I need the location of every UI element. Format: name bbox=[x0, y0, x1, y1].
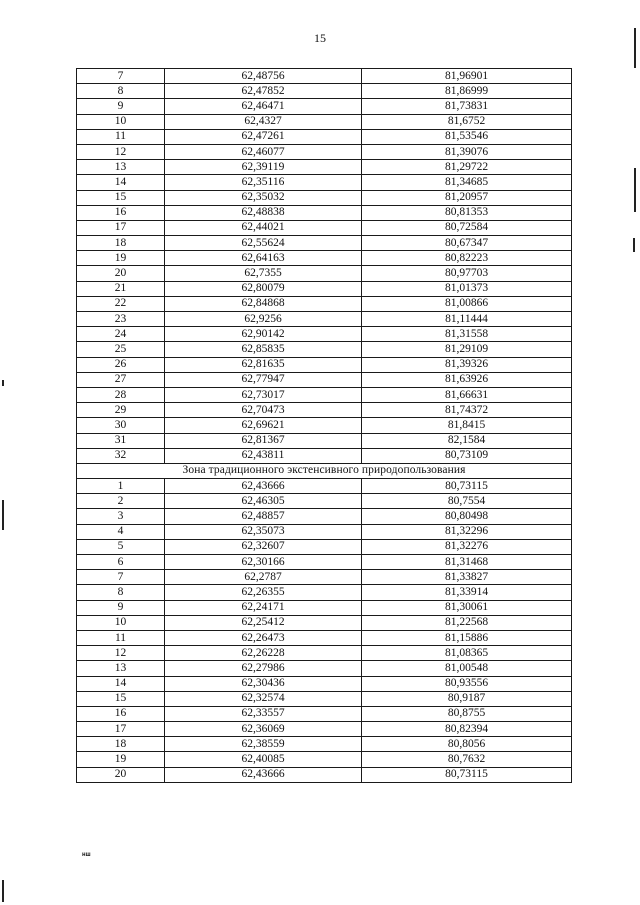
point-number-cell: 11 bbox=[77, 630, 165, 645]
longitude-cell: 80,7632 bbox=[362, 752, 572, 767]
latitude-cell: 62,36069 bbox=[165, 722, 362, 737]
latitude-cell: 62,35116 bbox=[165, 175, 362, 190]
longitude-cell: 80,80498 bbox=[362, 509, 572, 524]
longitude-cell: 80,73115 bbox=[362, 767, 572, 782]
table-row bbox=[77, 69, 572, 84]
table-row bbox=[77, 205, 572, 220]
longitude-cell: 81,53546 bbox=[362, 129, 572, 144]
point-number-cell: 3 bbox=[77, 509, 165, 524]
footer-mark: нш bbox=[82, 852, 91, 858]
table-row bbox=[77, 372, 572, 387]
latitude-cell: 62,73017 bbox=[165, 387, 362, 402]
table-row bbox=[77, 84, 572, 99]
scan-edge-mark bbox=[2, 880, 4, 902]
table-row bbox=[77, 539, 572, 554]
table-row bbox=[77, 661, 572, 676]
table-row bbox=[77, 524, 572, 539]
zone-heading-row bbox=[77, 463, 572, 478]
latitude-cell: 62,81635 bbox=[165, 357, 362, 372]
longitude-cell: 80,8755 bbox=[362, 706, 572, 721]
longitude-cell: 81,32276 bbox=[362, 539, 572, 554]
table-row bbox=[77, 509, 572, 524]
latitude-cell: 62,35073 bbox=[165, 524, 362, 539]
latitude-cell: 62,43666 bbox=[165, 767, 362, 782]
table-row bbox=[77, 676, 572, 691]
table-row bbox=[77, 266, 572, 281]
point-number-cell: 8 bbox=[77, 84, 165, 99]
table-row bbox=[77, 737, 572, 752]
longitude-cell: 81,01373 bbox=[362, 281, 572, 296]
latitude-cell: 62,4327 bbox=[165, 114, 362, 129]
point-number-cell: 17 bbox=[77, 220, 165, 235]
scan-edge-mark bbox=[2, 500, 4, 530]
point-number-cell: 19 bbox=[77, 251, 165, 266]
latitude-cell: 62,80079 bbox=[165, 281, 362, 296]
table-row bbox=[77, 555, 572, 570]
longitude-cell: 81,39326 bbox=[362, 357, 572, 372]
table-row bbox=[77, 646, 572, 661]
table-row bbox=[77, 600, 572, 615]
point-number-cell: 1 bbox=[77, 479, 165, 494]
point-number-cell: 8 bbox=[77, 585, 165, 600]
latitude-cell: 62,48756 bbox=[165, 69, 362, 84]
table-body-zone-heading bbox=[77, 463, 572, 478]
table-row bbox=[77, 296, 572, 311]
latitude-cell: 62,32607 bbox=[165, 539, 362, 554]
table-row bbox=[77, 357, 572, 372]
scan-edge-mark bbox=[634, 28, 636, 68]
longitude-cell: 81,63926 bbox=[362, 372, 572, 387]
table-row bbox=[77, 99, 572, 114]
table-row bbox=[77, 494, 572, 509]
point-number-cell: 24 bbox=[77, 327, 165, 342]
latitude-cell: 62,30436 bbox=[165, 676, 362, 691]
point-number-cell: 2 bbox=[77, 494, 165, 509]
longitude-cell: 80,8056 bbox=[362, 737, 572, 752]
latitude-cell: 62,46077 bbox=[165, 144, 362, 159]
latitude-cell: 62,30166 bbox=[165, 555, 362, 570]
point-number-cell: 18 bbox=[77, 737, 165, 752]
latitude-cell: 62,25412 bbox=[165, 615, 362, 630]
longitude-cell: 81,29722 bbox=[362, 160, 572, 175]
point-number-cell: 13 bbox=[77, 160, 165, 175]
table-row bbox=[77, 342, 572, 357]
longitude-cell: 81,74372 bbox=[362, 403, 572, 418]
longitude-cell: 81,73831 bbox=[362, 99, 572, 114]
longitude-cell: 80,73115 bbox=[362, 479, 572, 494]
point-number-cell: 12 bbox=[77, 646, 165, 661]
longitude-cell: 80,9187 bbox=[362, 691, 572, 706]
longitude-cell: 81,86999 bbox=[362, 84, 572, 99]
point-number-cell: 14 bbox=[77, 676, 165, 691]
latitude-cell: 62,70473 bbox=[165, 403, 362, 418]
latitude-cell: 62,64163 bbox=[165, 251, 362, 266]
longitude-cell: 81,31468 bbox=[362, 555, 572, 570]
latitude-cell: 62,32574 bbox=[165, 691, 362, 706]
table-row bbox=[77, 615, 572, 630]
longitude-cell: 81,96901 bbox=[362, 69, 572, 84]
longitude-cell: 81,00548 bbox=[362, 661, 572, 676]
point-number-cell: 20 bbox=[77, 767, 165, 782]
point-number-cell: 12 bbox=[77, 144, 165, 159]
point-number-cell: 13 bbox=[77, 661, 165, 676]
zone-heading: Зона традиционного экстенсивного природопользования bbox=[77, 463, 572, 478]
point-number-cell: 6 bbox=[77, 555, 165, 570]
scan-edge-mark bbox=[633, 238, 635, 252]
table-row bbox=[77, 752, 572, 767]
point-number-cell: 9 bbox=[77, 600, 165, 615]
latitude-cell: 62,46305 bbox=[165, 494, 362, 509]
latitude-cell: 62,81367 bbox=[165, 433, 362, 448]
longitude-cell: 81,22568 bbox=[362, 615, 572, 630]
latitude-cell: 62,33557 bbox=[165, 706, 362, 721]
point-number-cell: 9 bbox=[77, 99, 165, 114]
latitude-cell: 62,39119 bbox=[165, 160, 362, 175]
latitude-cell: 62,26473 bbox=[165, 630, 362, 645]
point-number-cell: 5 bbox=[77, 539, 165, 554]
point-number-cell: 16 bbox=[77, 706, 165, 721]
table-row bbox=[77, 129, 572, 144]
latitude-cell: 62,7355 bbox=[165, 266, 362, 281]
longitude-cell: 80,72584 bbox=[362, 220, 572, 235]
longitude-cell: 80,93556 bbox=[362, 676, 572, 691]
longitude-cell: 81,00866 bbox=[362, 296, 572, 311]
longitude-cell: 81,08365 bbox=[362, 646, 572, 661]
latitude-cell: 62,40085 bbox=[165, 752, 362, 767]
table-row bbox=[77, 281, 572, 296]
table-row bbox=[77, 144, 572, 159]
longitude-cell: 81,15886 bbox=[362, 630, 572, 645]
point-number-cell: 4 bbox=[77, 524, 165, 539]
table-row bbox=[77, 175, 572, 190]
latitude-cell: 62,48857 bbox=[165, 509, 362, 524]
table-row bbox=[77, 691, 572, 706]
table-row bbox=[77, 479, 572, 494]
longitude-cell: 80,82394 bbox=[362, 722, 572, 737]
point-number-cell: 30 bbox=[77, 418, 165, 433]
table-row bbox=[77, 251, 572, 266]
latitude-cell: 62,26228 bbox=[165, 646, 362, 661]
table-row bbox=[77, 236, 572, 251]
table-row bbox=[77, 403, 572, 418]
table-body-second-block bbox=[77, 479, 572, 783]
longitude-cell: 81,11444 bbox=[362, 312, 572, 327]
point-number-cell: 22 bbox=[77, 296, 165, 311]
longitude-cell: 80,67347 bbox=[362, 236, 572, 251]
point-number-cell: 29 bbox=[77, 403, 165, 418]
latitude-cell: 62,69621 bbox=[165, 418, 362, 433]
longitude-cell: 81,34685 bbox=[362, 175, 572, 190]
longitude-cell: 80,97703 bbox=[362, 266, 572, 281]
point-number-cell: 31 bbox=[77, 433, 165, 448]
table-row bbox=[77, 327, 572, 342]
table-row bbox=[77, 570, 572, 585]
table-row bbox=[77, 722, 572, 737]
point-number-cell: 16 bbox=[77, 205, 165, 220]
latitude-cell: 62,90142 bbox=[165, 327, 362, 342]
table-row bbox=[77, 220, 572, 235]
latitude-cell: 62,43666 bbox=[165, 479, 362, 494]
point-number-cell: 27 bbox=[77, 372, 165, 387]
longitude-cell: 81,39076 bbox=[362, 144, 572, 159]
table-row bbox=[77, 418, 572, 433]
point-number-cell: 15 bbox=[77, 190, 165, 205]
point-number-cell: 18 bbox=[77, 236, 165, 251]
longitude-cell: 81,8415 bbox=[362, 418, 572, 433]
table-row bbox=[77, 585, 572, 600]
scan-edge-mark bbox=[2, 380, 4, 386]
point-number-cell: 7 bbox=[77, 570, 165, 585]
point-number-cell: 14 bbox=[77, 175, 165, 190]
longitude-cell: 81,20957 bbox=[362, 190, 572, 205]
table-row bbox=[77, 433, 572, 448]
table-body-first-block bbox=[77, 69, 572, 464]
point-number-cell: 26 bbox=[77, 357, 165, 372]
latitude-cell: 62,43811 bbox=[165, 448, 362, 463]
point-number-cell: 19 bbox=[77, 752, 165, 767]
longitude-cell: 80,7554 bbox=[362, 494, 572, 509]
latitude-cell: 62,48838 bbox=[165, 205, 362, 220]
longitude-cell: 81,66631 bbox=[362, 387, 572, 402]
latitude-cell: 62,85835 bbox=[165, 342, 362, 357]
longitude-cell: 81,31558 bbox=[362, 327, 572, 342]
table-row bbox=[77, 312, 572, 327]
latitude-cell: 62,27986 bbox=[165, 661, 362, 676]
latitude-cell: 62,2787 bbox=[165, 570, 362, 585]
point-number-cell: 28 bbox=[77, 387, 165, 402]
page-number: 15 bbox=[314, 31, 326, 45]
point-number-cell: 21 bbox=[77, 281, 165, 296]
latitude-cell: 62,47852 bbox=[165, 84, 362, 99]
longitude-cell: 81,33827 bbox=[362, 570, 572, 585]
table-row bbox=[77, 160, 572, 175]
longitude-cell: 80,82223 bbox=[362, 251, 572, 266]
point-number-cell: 11 bbox=[77, 129, 165, 144]
longitude-cell: 80,73109 bbox=[362, 448, 572, 463]
point-number-cell: 20 bbox=[77, 266, 165, 281]
point-number-cell: 23 bbox=[77, 312, 165, 327]
table-row bbox=[77, 114, 572, 129]
latitude-cell: 62,55624 bbox=[165, 236, 362, 251]
latitude-cell: 62,24171 bbox=[165, 600, 362, 615]
point-number-cell: 15 bbox=[77, 691, 165, 706]
table-row bbox=[77, 387, 572, 402]
point-number-cell: 7 bbox=[77, 69, 165, 84]
longitude-cell: 81,33914 bbox=[362, 585, 572, 600]
table-row bbox=[77, 630, 572, 645]
latitude-cell: 62,44021 bbox=[165, 220, 362, 235]
latitude-cell: 62,46471 bbox=[165, 99, 362, 114]
point-number-cell: 10 bbox=[77, 615, 165, 630]
latitude-cell: 62,84868 bbox=[165, 296, 362, 311]
longitude-cell: 82,1584 bbox=[362, 433, 572, 448]
longitude-cell: 81,6752 bbox=[362, 114, 572, 129]
latitude-cell: 62,26355 bbox=[165, 585, 362, 600]
point-number-cell: 17 bbox=[77, 722, 165, 737]
scan-edge-mark bbox=[634, 168, 636, 212]
longitude-cell: 81,32296 bbox=[362, 524, 572, 539]
point-number-cell: 25 bbox=[77, 342, 165, 357]
longitude-cell: 81,30061 bbox=[362, 600, 572, 615]
table-row bbox=[77, 448, 572, 463]
table-row bbox=[77, 190, 572, 205]
point-number-cell: 10 bbox=[77, 114, 165, 129]
latitude-cell: 62,77947 bbox=[165, 372, 362, 387]
longitude-cell: 80,81353 bbox=[362, 205, 572, 220]
latitude-cell: 62,35032 bbox=[165, 190, 362, 205]
table-row bbox=[77, 706, 572, 721]
latitude-cell: 62,38559 bbox=[165, 737, 362, 752]
coordinates-table bbox=[76, 68, 572, 783]
latitude-cell: 62,47261 bbox=[165, 129, 362, 144]
point-number-cell: 32 bbox=[77, 448, 165, 463]
latitude-cell: 62,9256 bbox=[165, 312, 362, 327]
table-row bbox=[77, 767, 572, 782]
longitude-cell: 81,29109 bbox=[362, 342, 572, 357]
